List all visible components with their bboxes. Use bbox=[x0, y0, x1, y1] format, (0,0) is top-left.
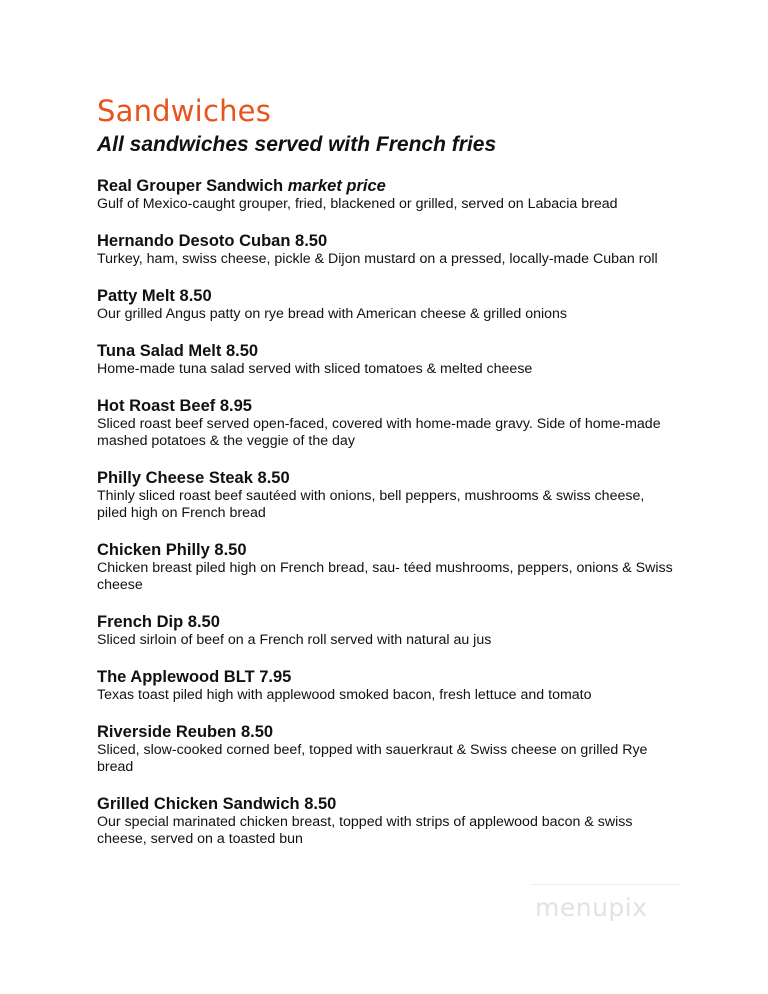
item-description: Sliced roast beef served open-faced, covered with home-made gravy. Side of home-made mashed potatoes & the veggie of the day bbox=[97, 416, 661, 449]
item-description: Sliced, slow-cooked corned beef, topped with sauerkraut & Swiss cheese on grilled Rye bread bbox=[97, 742, 648, 775]
item-description: Chicken breast piled high on French bread, sau- téed mushrooms, peppers, onions & Swiss cheese bbox=[97, 560, 673, 593]
menu-item-riverside-reuben bbox=[97, 723, 677, 776]
item-name: Philly Cheese Steak bbox=[97, 469, 253, 487]
item-price: 8.50 bbox=[179, 287, 212, 305]
item-price: 8.50 bbox=[187, 613, 220, 631]
item-name: Patty Melt bbox=[97, 287, 175, 305]
item-heading bbox=[97, 397, 677, 416]
menu-page bbox=[97, 94, 677, 867]
item-price: 8.50 bbox=[240, 723, 274, 741]
item-price: 8.50 bbox=[295, 232, 328, 250]
item-heading bbox=[97, 541, 677, 560]
menu-item-tuna-salad-melt bbox=[97, 342, 677, 378]
section-title: Sandwiches bbox=[97, 94, 272, 128]
item-price: 8.50 bbox=[214, 541, 247, 559]
item-heading bbox=[97, 342, 677, 361]
item-price: 7.95 bbox=[259, 668, 292, 686]
section-subtitle: All sandwiches served with French fries bbox=[97, 133, 497, 156]
menu-item-philly-cheese-steak bbox=[97, 469, 677, 522]
item-description: Our special marinated chicken breast, topped with strips of applewood bacon & swiss cheese, served on a toasted bun bbox=[97, 814, 633, 847]
item-name: Riverside Reuben bbox=[97, 723, 237, 741]
item-description: Sliced sirloin of beef on a French roll served with natural au jus bbox=[97, 632, 492, 648]
item-description: Home-made tuna salad served with sliced tomatoes & melted cheese bbox=[97, 361, 533, 377]
item-description: Thinly sliced roast beef sautéed with onions, bell peppers, mushrooms & swiss cheese, piled high on French bread bbox=[97, 488, 645, 521]
item-name: French Dip bbox=[97, 613, 184, 631]
item-heading bbox=[97, 723, 677, 742]
menu-item-real-grouper-sandwich bbox=[97, 177, 677, 213]
item-heading bbox=[97, 287, 677, 306]
item-price: 8.50 bbox=[225, 342, 259, 360]
item-name: Hot Roast Beef bbox=[97, 397, 216, 415]
item-price: 8.95 bbox=[219, 397, 252, 415]
item-heading bbox=[97, 232, 677, 251]
item-price: 8.50 bbox=[257, 469, 290, 487]
item-description: Gulf of Mexico-caught grouper, fried, blackened or grilled, served on Labacia bread bbox=[97, 196, 618, 212]
menu-item-patty-melt bbox=[97, 287, 677, 323]
menu-item-chicken-philly bbox=[97, 541, 677, 594]
item-name: The Applewood BLT bbox=[97, 668, 255, 686]
menu-item-applewood-blt bbox=[97, 668, 677, 704]
item-price: 8.50 bbox=[304, 795, 337, 813]
item-description: Our grilled Angus patty on rye bread with American cheese & grilled onions bbox=[97, 306, 568, 322]
item-name: Tuna Salad Melt bbox=[97, 342, 222, 360]
item-name: Chicken Philly bbox=[97, 541, 210, 559]
watermark-rule bbox=[530, 884, 680, 885]
item-price-note: market price bbox=[287, 177, 386, 195]
menu-item-hot-roast-beef bbox=[97, 397, 677, 450]
menu-item-grilled-chicken-sandwich bbox=[97, 795, 677, 848]
item-name: Real Grouper Sandwich bbox=[97, 177, 284, 195]
menu-item-hernando-desoto-cuban bbox=[97, 232, 677, 268]
item-heading bbox=[97, 613, 677, 632]
item-heading bbox=[97, 177, 677, 196]
watermark-logo: menupix bbox=[535, 893, 648, 922]
item-heading bbox=[97, 795, 677, 814]
item-name: Hernando Desoto Cuban bbox=[97, 232, 291, 250]
item-heading bbox=[97, 668, 677, 687]
item-name: Grilled Chicken Sandwich bbox=[97, 795, 300, 813]
menu-item-french-dip bbox=[97, 613, 677, 649]
menu-list bbox=[97, 177, 677, 848]
item-heading bbox=[97, 469, 677, 488]
item-description: Texas toast piled high with applewood smoked bacon, fresh lettuce and tomato bbox=[97, 687, 592, 703]
item-description: Turkey, ham, swiss cheese, pickle & Dijon mustard on a pressed, locally-made Cuban roll bbox=[97, 251, 658, 267]
